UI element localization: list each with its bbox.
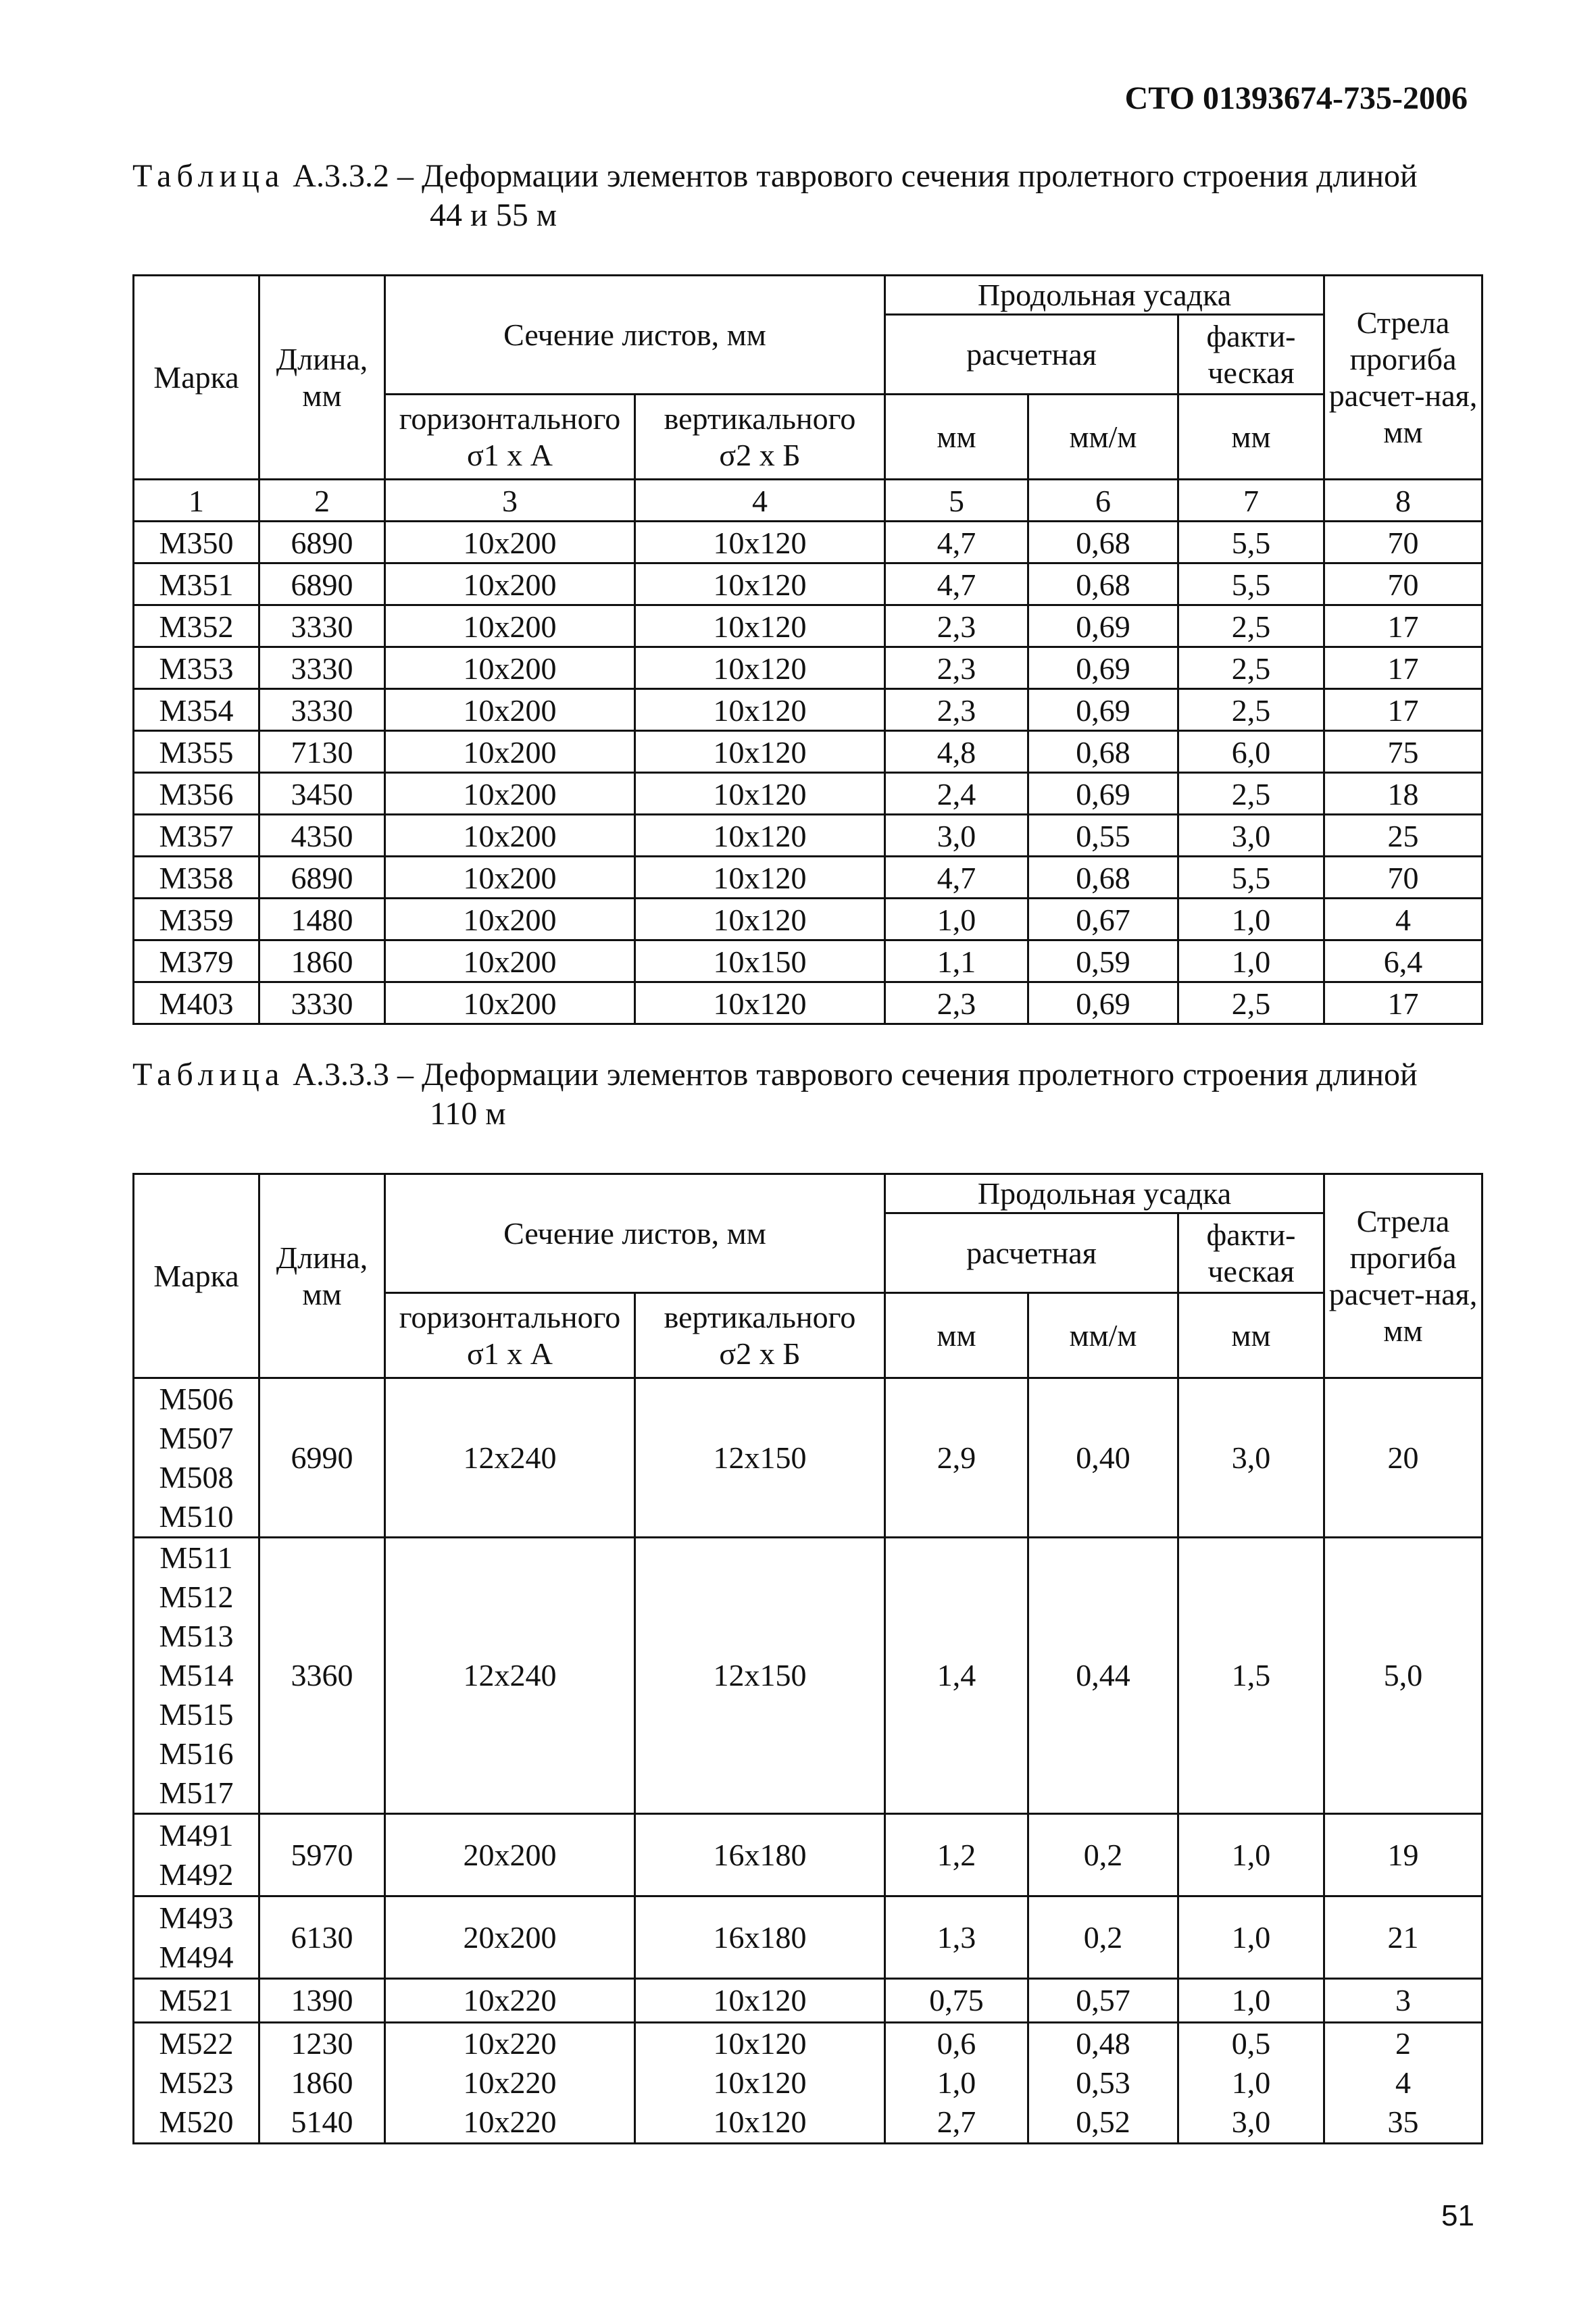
header-mm-actual: мм — [1178, 395, 1324, 480]
cell-vertical-section: 12x150 — [635, 1538, 885, 1814]
cell-horizontal-section: 10x200 — [385, 647, 635, 689]
cell-vertical-section: 10x120 — [635, 647, 885, 689]
cell-shrinkage-mm-per-m: 0,44 — [1028, 1538, 1178, 1814]
cell-actual-mm: 1,0 — [1178, 1814, 1324, 1896]
mark-label: М494 — [159, 1939, 234, 1974]
cell-deflection: 17 — [1324, 689, 1482, 731]
cell-horizontal-section: 10x220 — [385, 1979, 635, 2023]
mark-label: М521 — [159, 1983, 234, 2017]
cell-length — [259, 2023, 385, 2144]
cell-horizontal-section: 10x200 — [385, 940, 635, 982]
cell-horizontal-section: 10x200 — [385, 522, 635, 563]
cell-actual-mm: 2,5 — [1178, 605, 1324, 647]
cell-value: 10x120 — [713, 2065, 807, 2100]
cell-shrinkage-mm: 1,0 — [885, 899, 1028, 940]
cell-mark: М356 — [134, 773, 259, 815]
cell-actual-mm: 2,5 — [1178, 647, 1324, 689]
cell-shrinkage-mm: 2,3 — [885, 982, 1028, 1024]
table-row — [134, 773, 1482, 815]
cell-value: 10x220 — [463, 2065, 557, 2100]
header-vertical-symbol: σ2 x Б — [719, 1336, 801, 1371]
mark-label: М510 — [159, 1499, 234, 1534]
header-vertical — [635, 1293, 885, 1378]
cell-value: 0,52 — [1076, 2105, 1130, 2139]
cell-shrinkage-mm: 3,0 — [885, 815, 1028, 857]
cell-deflection: 18 — [1324, 773, 1482, 815]
cell-mark — [134, 1896, 259, 1979]
cell-length: 1390 — [259, 1979, 385, 2023]
document-code: СТО 01393674-735-2006 — [1124, 80, 1468, 116]
table-row — [134, 1896, 1482, 1979]
cell-vertical-section: 16x180 — [635, 1814, 885, 1896]
cell-mark: М379 — [134, 940, 259, 982]
cell-value: 0,48 — [1076, 2026, 1130, 2061]
cell-vertical-section: 10x120 — [635, 857, 885, 899]
header-horizontal-symbol: σ1 x А — [466, 437, 553, 472]
cell-value: 10x220 — [463, 2105, 557, 2139]
cell-shrinkage-mm-per-m: 0,2 — [1028, 1814, 1178, 1896]
table-a333 — [132, 1173, 1483, 2144]
cell-length: 3450 — [259, 773, 385, 815]
mark-label: М506 — [159, 1381, 234, 1416]
cell-length: 6890 — [259, 857, 385, 899]
cell-vertical-section: 10x120 — [635, 982, 885, 1024]
cell-deflection: 3 — [1324, 1979, 1482, 2023]
table2-caption-line2: 110 м — [430, 1096, 506, 1132]
cell-deflection: 70 — [1324, 563, 1482, 605]
table-row — [134, 982, 1482, 1024]
header-vertical-label: вертикального — [664, 1299, 856, 1334]
cell-horizontal-section: 20x200 — [385, 1896, 635, 1979]
header-mm: мм — [885, 395, 1028, 480]
cell-deflection: 70 — [1324, 522, 1482, 563]
header-mark: Марка — [134, 276, 259, 480]
cell-actual-mm: 1,0 — [1178, 899, 1324, 940]
header-deflection: Стрела прогиба расчет-ная, мм — [1324, 276, 1482, 480]
cell-value: 1,0 — [1231, 2065, 1271, 2100]
column-number: 4 — [635, 480, 885, 522]
column-number: 5 — [885, 480, 1028, 522]
cell-deflection: 25 — [1324, 815, 1482, 857]
mark-label: М520 — [159, 2105, 234, 2139]
cell-shrinkage-mm: 2,4 — [885, 773, 1028, 815]
mark-label: М493 — [159, 1900, 234, 1935]
cell-vertical-section: 10x120 — [635, 773, 885, 815]
header-mm-per-m: мм/м — [1028, 395, 1178, 480]
mark-label: М523 — [159, 2065, 234, 2100]
cell-length: 1480 — [259, 899, 385, 940]
column-number: 8 — [1324, 480, 1482, 522]
cell-value: 1230 — [291, 2026, 353, 2061]
cell-vertical-section: 10x120 — [635, 563, 885, 605]
column-number: 6 — [1028, 480, 1178, 522]
cell-actual-mm: 3,0 — [1178, 815, 1324, 857]
cell-length: 1860 — [259, 940, 385, 982]
cell-horizontal-section: 10x200 — [385, 689, 635, 731]
cell-shrinkage-mm-per-m: 0,69 — [1028, 605, 1178, 647]
table-row — [134, 1378, 1482, 1538]
cell-deflection: 75 — [1324, 731, 1482, 773]
cell-shrinkage-mm: 4,8 — [885, 731, 1028, 773]
cell-actual-mm: 1,0 — [1178, 1979, 1324, 2023]
cell-length: 5970 — [259, 1814, 385, 1896]
cell-vertical-section: 10x120 — [635, 689, 885, 731]
header-shrinkage: Продольная усадка — [885, 1174, 1324, 1213]
header-horizontal — [385, 395, 635, 480]
cell-vertical-section: 16x180 — [635, 1896, 885, 1979]
cell-mark: М359 — [134, 899, 259, 940]
mark-label: М514 — [159, 1658, 234, 1692]
cell-shrinkage-mm — [885, 2023, 1028, 2144]
cell-mark — [134, 1378, 259, 1538]
cell-deflection: 4 — [1324, 899, 1482, 940]
cell-horizontal-section: 12x240 — [385, 1538, 635, 1814]
table-row — [134, 899, 1482, 940]
table-row — [134, 689, 1482, 731]
mark-label: М517 — [159, 1776, 234, 1810]
cell-horizontal-section — [385, 2023, 635, 2144]
cell-mark: М355 — [134, 731, 259, 773]
cell-horizontal-section: 10x200 — [385, 815, 635, 857]
cell-mark — [134, 1979, 259, 2023]
cell-length: 3330 — [259, 647, 385, 689]
cell-mark: М351 — [134, 563, 259, 605]
cell-length: 7130 — [259, 731, 385, 773]
cell-value: 0,6 — [937, 2026, 976, 2061]
cell-vertical-section: 10x120 — [635, 1979, 885, 2023]
cell-shrinkage-mm-per-m — [1028, 2023, 1178, 2144]
cell-mark: М358 — [134, 857, 259, 899]
column-number: 2 — [259, 480, 385, 522]
header-length: Длина, мм — [259, 1174, 385, 1378]
cell-shrinkage-mm-per-m: 0,69 — [1028, 689, 1178, 731]
table-row — [134, 563, 1482, 605]
cell-deflection — [1324, 2023, 1482, 2144]
cell-shrinkage-mm: 0,75 — [885, 1979, 1028, 2023]
cell-vertical-section: 10x120 — [635, 899, 885, 940]
cell-horizontal-section: 20x200 — [385, 1814, 635, 1896]
cell-value: 2,7 — [937, 2105, 976, 2139]
header-actual: факти-ческая — [1178, 1213, 1324, 1293]
table-row — [134, 940, 1482, 982]
mark-label: М491 — [159, 1817, 234, 1853]
cell-actual-mm: 6,0 — [1178, 731, 1324, 773]
cell-shrinkage-mm-per-m: 0,67 — [1028, 899, 1178, 940]
cell-shrinkage-mm: 2,3 — [885, 689, 1028, 731]
header-mm-per-m: мм/м — [1028, 1293, 1178, 1378]
table1-caption-line2: 44 и 55 м — [430, 197, 557, 233]
cell-deflection: 17 — [1324, 982, 1482, 1024]
table-a332 — [132, 274, 1483, 1025]
cell-value: 0,53 — [1076, 2065, 1130, 2100]
cell-shrinkage-mm-per-m: 0,69 — [1028, 647, 1178, 689]
header-actual: факти-ческая — [1178, 315, 1324, 395]
cell-mark — [134, 1814, 259, 1896]
cell-mark — [134, 2023, 259, 2144]
cell-value: 35 — [1387, 2105, 1419, 2139]
cell-shrinkage-mm-per-m: 0,68 — [1028, 563, 1178, 605]
cell-value: 10x120 — [713, 2105, 807, 2139]
cell-value: 0,5 — [1231, 2026, 1271, 2061]
table-row — [134, 857, 1482, 899]
cell-length: 3330 — [259, 982, 385, 1024]
cell-length: 3330 — [259, 605, 385, 647]
header-calculated: расчетная — [885, 1213, 1178, 1293]
cell-value: 10x220 — [463, 2026, 557, 2061]
cell-actual-mm: 5,5 — [1178, 522, 1324, 563]
cell-shrinkage-mm: 1,1 — [885, 940, 1028, 982]
cell-shrinkage-mm: 2,3 — [885, 605, 1028, 647]
cell-length: 6890 — [259, 522, 385, 563]
cell-horizontal-section: 10x200 — [385, 563, 635, 605]
cell-horizontal-section: 10x200 — [385, 857, 635, 899]
table2-caption — [132, 1055, 1474, 1134]
cell-actual-mm: 2,5 — [1178, 689, 1324, 731]
header-mm-actual: мм — [1178, 1293, 1324, 1378]
table-row — [134, 1979, 1482, 2023]
mark-label: М511 — [159, 1540, 233, 1575]
table1-caption — [132, 157, 1474, 235]
cell-actual-mm — [1178, 2023, 1324, 2144]
cell-shrinkage-mm-per-m: 0,68 — [1028, 857, 1178, 899]
cell-mark: М403 — [134, 982, 259, 1024]
cell-horizontal-section: 10x200 — [385, 731, 635, 773]
cell-vertical-section: 10x150 — [635, 940, 885, 982]
cell-horizontal-section: 10x200 — [385, 982, 635, 1024]
cell-horizontal-section: 12x240 — [385, 1378, 635, 1538]
cell-deflection: 20 — [1324, 1378, 1482, 1538]
table-row — [134, 1538, 1482, 1814]
header-vertical-symbol: σ2 x Б — [719, 437, 801, 472]
header-horizontal — [385, 1293, 635, 1378]
cell-length: 3330 — [259, 689, 385, 731]
cell-actual-mm: 2,5 — [1178, 982, 1324, 1024]
header-vertical-label: вертикального — [664, 401, 856, 436]
cell-actual-mm: 5,5 — [1178, 857, 1324, 899]
cell-shrinkage-mm: 2,9 — [885, 1378, 1028, 1538]
cell-horizontal-section: 10x200 — [385, 773, 635, 815]
column-number: 3 — [385, 480, 635, 522]
cell-vertical-section — [635, 2023, 885, 2144]
column-number-row — [134, 480, 1482, 522]
cell-value: 1,0 — [937, 2065, 976, 2100]
table-row — [134, 731, 1482, 773]
mark-label: М512 — [159, 1580, 234, 1614]
table2-caption-prefix: Таблица — [132, 1057, 285, 1092]
cell-deflection: 70 — [1324, 857, 1482, 899]
cell-horizontal-section: 10x200 — [385, 899, 635, 940]
mark-label: М508 — [159, 1459, 234, 1494]
cell-value: 5140 — [291, 2105, 353, 2139]
table-row — [134, 815, 1482, 857]
table-row — [134, 1814, 1482, 1896]
cell-mark: М353 — [134, 647, 259, 689]
cell-deflection: 17 — [1324, 647, 1482, 689]
cell-value: 2 — [1395, 2026, 1412, 2061]
cell-shrinkage-mm-per-m: 0,2 — [1028, 1896, 1178, 1979]
table-row — [134, 647, 1482, 689]
cell-vertical-section: 10x120 — [635, 731, 885, 773]
mark-label: М507 — [159, 1420, 234, 1455]
cell-value: 4 — [1395, 2065, 1412, 2100]
cell-length: 6990 — [259, 1378, 385, 1538]
cell-shrinkage-mm: 4,7 — [885, 522, 1028, 563]
cell-shrinkage-mm-per-m: 0,40 — [1028, 1378, 1178, 1538]
mark-label: М516 — [159, 1736, 234, 1771]
cell-shrinkage-mm-per-m: 0,57 — [1028, 1979, 1178, 2023]
table-row — [134, 522, 1482, 563]
column-number: 1 — [134, 480, 259, 522]
table-row — [134, 2023, 1482, 2144]
cell-mark — [134, 1538, 259, 1814]
cell-length: 3360 — [259, 1538, 385, 1814]
header-deflection: Стрела прогиба расчет-ная, мм — [1324, 1174, 1482, 1378]
cell-shrinkage-mm: 1,3 — [885, 1896, 1028, 1979]
cell-deflection: 5,0 — [1324, 1538, 1482, 1814]
cell-value: 3,0 — [1231, 2105, 1271, 2139]
cell-deflection: 19 — [1324, 1814, 1482, 1896]
header-calculated: расчетная — [885, 315, 1178, 395]
cell-mark: М357 — [134, 815, 259, 857]
header-length: Длина, мм — [259, 276, 385, 480]
cell-deflection: 17 — [1324, 605, 1482, 647]
cell-vertical-section: 10x120 — [635, 605, 885, 647]
cell-shrinkage-mm-per-m: 0,69 — [1028, 773, 1178, 815]
cell-shrinkage-mm: 2,3 — [885, 647, 1028, 689]
cell-deflection: 21 — [1324, 1896, 1482, 1979]
cell-deflection: 6,4 — [1324, 940, 1482, 982]
cell-actual-mm: 1,0 — [1178, 940, 1324, 982]
header-horizontal-label: горизонтального — [399, 1299, 621, 1334]
cell-shrinkage-mm-per-m: 0,55 — [1028, 815, 1178, 857]
mark-label: М522 — [159, 2026, 234, 2061]
mark-label: М513 — [159, 1619, 234, 1653]
cell-vertical-section: 10x120 — [635, 522, 885, 563]
cell-actual-mm: 5,5 — [1178, 563, 1324, 605]
cell-shrinkage-mm: 1,2 — [885, 1814, 1028, 1896]
cell-shrinkage-mm-per-m: 0,59 — [1028, 940, 1178, 982]
cell-actual-mm: 3,0 — [1178, 1378, 1324, 1538]
cell-actual-mm: 1,0 — [1178, 1896, 1324, 1979]
header-horizontal-symbol: σ1 x А — [466, 1336, 553, 1371]
header-mark: Марка — [134, 1174, 259, 1378]
cell-actual-mm: 2,5 — [1178, 773, 1324, 815]
header-vertical — [635, 395, 885, 480]
cell-value: 10x120 — [713, 2026, 807, 2061]
cell-vertical-section: 10x120 — [635, 815, 885, 857]
cell-mark: М350 — [134, 522, 259, 563]
table1-caption-prefix: Таблица — [132, 158, 285, 194]
page-number: 51 — [1441, 2199, 1474, 2232]
header-horizontal-label: горизонтального — [399, 401, 621, 436]
header-section: Сечение листов, мм — [385, 1174, 885, 1293]
cell-length: 6130 — [259, 1896, 385, 1979]
cell-shrinkage-mm-per-m: 0,68 — [1028, 522, 1178, 563]
cell-vertical-section: 12x150 — [635, 1378, 885, 1538]
cell-value: 1860 — [291, 2065, 353, 2100]
cell-shrinkage-mm: 1,4 — [885, 1538, 1028, 1814]
cell-shrinkage-mm-per-m: 0,69 — [1028, 982, 1178, 1024]
mark-label: М492 — [159, 1857, 234, 1892]
cell-shrinkage-mm-per-m: 0,68 — [1028, 731, 1178, 773]
header-section: Сечение листов, мм — [385, 276, 885, 395]
table-row — [134, 605, 1482, 647]
cell-horizontal-section: 10x200 — [385, 605, 635, 647]
header-mm: мм — [885, 1293, 1028, 1378]
header-shrinkage: Продольная усадка — [885, 276, 1324, 315]
cell-shrinkage-mm: 4,7 — [885, 563, 1028, 605]
column-number: 7 — [1178, 480, 1324, 522]
cell-length: 6890 — [259, 563, 385, 605]
table1-caption-text: А.3.3.2 – Деформации элементов таврового сечения пролетного строения длиной — [284, 158, 1418, 194]
mark-label: М515 — [159, 1697, 234, 1732]
cell-mark: М354 — [134, 689, 259, 731]
cell-actual-mm: 1,5 — [1178, 1538, 1324, 1814]
table2-caption-text: А.3.3.3 – Деформации элементов таврового сечения пролетного строения длиной — [284, 1057, 1418, 1092]
cell-length: 4350 — [259, 815, 385, 857]
cell-shrinkage-mm: 4,7 — [885, 857, 1028, 899]
cell-mark: М352 — [134, 605, 259, 647]
